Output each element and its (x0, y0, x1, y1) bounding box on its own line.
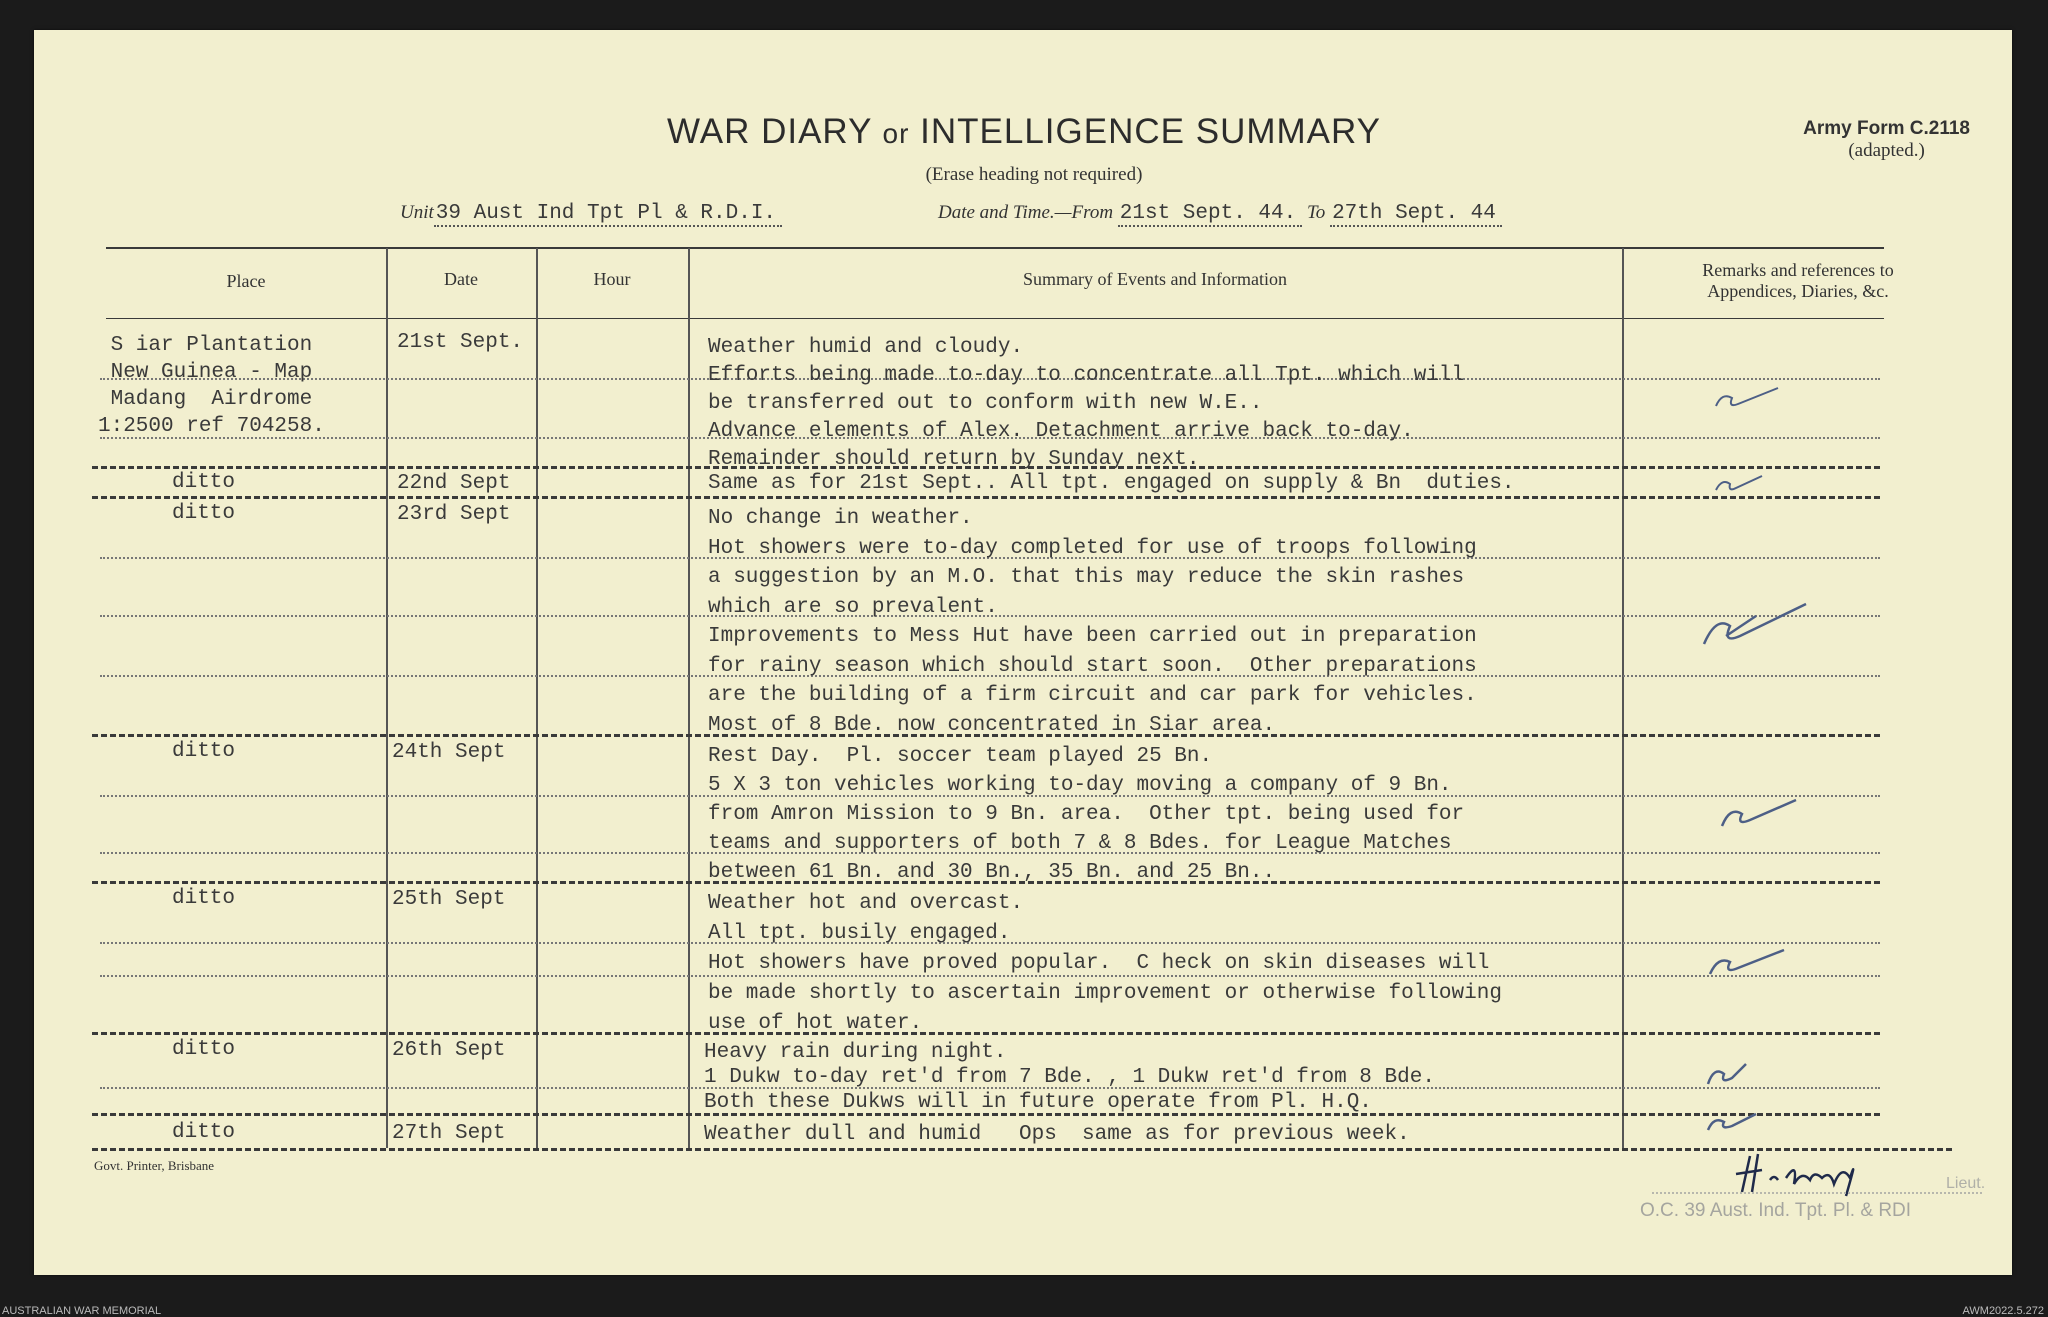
entry-date: 21st Sept. (397, 331, 524, 354)
table-header-rule (106, 318, 1884, 319)
entry-date: 23rd Sept (397, 503, 511, 526)
header-place: Place (226, 271, 266, 291)
entry-place: ditto (172, 1038, 236, 1061)
entry-summary: Rest Day. Pl. soccer team played 25 Bn. 5 X 3 ton vehicles working to-day moving a company of 9 Bn. from Amron Mission to 9 Bn. area. Other tpt. being used for teams and supporters of both 7 & 8 Bdes. for League Matches between 61 Bn. and 30 Bn., 35 Bn. and 25 Bn.. (708, 745, 1465, 884)
unit-value: 39 Aust Ind Tpt Pl & R.D.I. (434, 202, 782, 227)
archive-caption: AUSTRALIAN WAR MEMORIAL (2, 1305, 162, 1317)
entry-separator (92, 496, 1880, 499)
column-divider-place (386, 248, 388, 1148)
entry-separator (92, 1148, 1952, 1151)
title-intelligence-summary: INTELLIGENCE SUMMARY (920, 112, 1381, 151)
column-divider-date (536, 248, 538, 1148)
title-war-diary: WAR DIARY (667, 112, 872, 151)
table-top-rule (106, 247, 1884, 249)
entry-place: ditto (172, 1121, 236, 1144)
checkmark-icon (1702, 1056, 1752, 1090)
date-to-label: To (1306, 202, 1326, 223)
officer-stamp: O.C. 39 Aust. Ind. Tpt. Pl. & RDI (1640, 1200, 1912, 1221)
army-form-number: Army Form C.2118 (1803, 118, 1970, 139)
page-title (0, 112, 2048, 152)
checkmark-icon (1716, 794, 1806, 834)
entry-date: 25th Sept (392, 888, 506, 911)
checkmark-icon (1704, 944, 1794, 982)
entry-place: ditto (172, 502, 236, 525)
header-hour: Hour (593, 269, 631, 289)
unit-label: Unit (400, 202, 434, 223)
title-or: or (882, 118, 910, 149)
entry-place: ditto (172, 887, 236, 910)
entry-summary: Weather hot and overcast. All tpt. busily engaged. Hot showers have proved popular. C heck on skin diseases will be made shortly to ascertain improvement or otherwise following use of hot water. (708, 892, 1502, 1035)
printer-credit: Govt. Printer, Brisbane (94, 1158, 215, 1173)
entry-place: ditto (172, 471, 236, 494)
entry-date: 22nd Sept (397, 472, 511, 495)
entry-date: 24th Sept (392, 741, 506, 764)
entry-summary: No change in weather. Hot showers were to-day completed for use of troops following a suggestion by an M.O. that this may reduce the skin rashes which are so prevalent. Improvements to Mess Hut have been carried out in preparation for rainy season which should start soon. Other preparations are the building of a firm circuit and car park for vehicles. Most of 8 Bde. now concentrated in Siar area. (708, 507, 1477, 737)
army-form-label (1803, 118, 1970, 162)
column-divider-hour (688, 248, 690, 1148)
page-subtitle: (Erase heading not required) (925, 164, 1143, 185)
checkmark-icon (1696, 596, 1816, 652)
header-summary: Summary of Events and Information (1023, 269, 1287, 289)
entry-date: 27th Sept (392, 1122, 506, 1145)
date-to-value: 27th Sept. 44 (1330, 202, 1502, 227)
checkmark-icon (1710, 472, 1770, 496)
army-form-adapted: (adapted.) (1848, 140, 1925, 161)
date-range-line (938, 202, 1502, 227)
entry-summary: Heavy rain during night. 1 Dukw to-day ret'd from 7 Bde. , 1 Dukw ret'd from 8 Bde. Both these Dukws will in future operate from Pl. H.Q. (704, 1041, 1435, 1114)
entry-place: S iar Plantation New Guinea - Map Madang Airdrome 1:2500 ref 704258. (98, 334, 325, 438)
header-remarks-line2: Appendices, Diaries, &c. (1707, 281, 1889, 301)
archive-reference: AWM2022.5.272 (1962, 1305, 2044, 1317)
date-from-value: 21st Sept. 44. (1118, 202, 1302, 227)
stamp-signature-line (1652, 1192, 1982, 1194)
entry-date: 26th Sept (392, 1039, 506, 1062)
stamp-rank: Lieut. (1946, 1175, 1986, 1192)
header-remarks-line1: Remarks and references to (1702, 260, 1894, 280)
header-remarks (1622, 260, 1974, 302)
checkmark-icon (1702, 1108, 1762, 1136)
unit-line (400, 202, 782, 227)
entry-place: ditto (172, 740, 236, 763)
entry-summary: Weather humid and cloudy. Efforts being made to-day to concentrate all Tpt. which will be transferred out to conform with new W.E.. Advance elements of Alex. Detachment arrive back to-day. Remainder should return by Sunday next. (708, 336, 1465, 471)
header-date: Date (444, 269, 478, 289)
column-divider-summary (1622, 248, 1624, 1148)
entry-summary: Weather dull and humid Ops same as for previous week. (704, 1123, 1410, 1146)
date-from-label: Date and Time.—From (938, 202, 1114, 223)
entry-summary: Same as for 21st Sept.. All tpt. engaged on supply & Bn duties. (708, 472, 1515, 495)
checkmark-icon (1708, 384, 1788, 414)
